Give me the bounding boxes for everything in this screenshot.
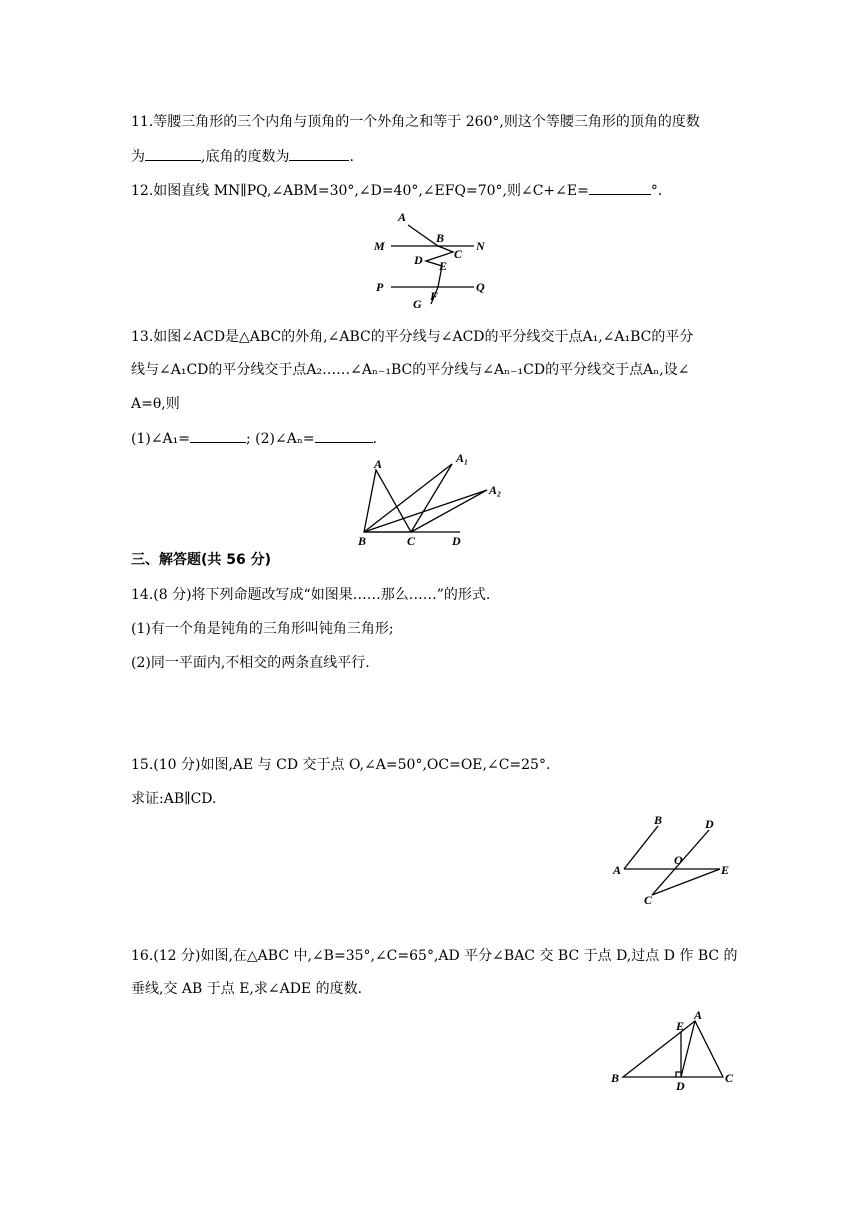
q15-label-B: B	[654, 813, 663, 827]
q12-label-B: B	[436, 231, 445, 245]
q13-line3: A=θ,则	[131, 396, 180, 412]
q12-end: °.	[650, 183, 663, 199]
q12-label-D: D	[414, 253, 423, 267]
q13-label-A: A	[374, 457, 383, 471]
q13-label-B: B	[358, 534, 367, 548]
q16-figure	[608, 1006, 738, 1094]
q16-label-E: E	[676, 1019, 685, 1033]
q12-label-F: F	[430, 289, 439, 303]
q11-text-b: ,底角的度数为	[201, 149, 290, 165]
q12-blank[interactable]	[589, 180, 651, 195]
q12-label-N: N	[476, 239, 485, 253]
q12-label-E: E	[439, 259, 448, 273]
q14-line3: (2)同一平面内,不相交的两条直线平行.	[131, 655, 370, 671]
q13-line2: 线与∠A₁CD的平分线交于点A₂……∠Aₙ₋₁BC的平分线与∠Aₙ₋₁CD的平分线交于点Aₙ,设∠	[131, 362, 690, 378]
q15-line2: 求证:AB∥CD.	[131, 791, 217, 807]
q13-figure	[352, 452, 512, 547]
q12-label-M: M	[374, 239, 385, 253]
q12-line1	[131, 180, 662, 201]
q16-label-D: D	[676, 1079, 685, 1093]
q13-line1: 13.如图∠ACD是△ABC的外角,∠ABC的平分线与∠ACD的平分线交于点A₁,∠A₁BC的平分	[131, 329, 694, 345]
q12-label-P: P	[376, 280, 384, 294]
q12-text: 12.如图直线 MN∥PQ,∠ABM=30°,∠D=40°,∠EFQ=70°,则∠C+∠E=	[131, 183, 589, 199]
q12-label-C: C	[454, 247, 463, 261]
q15-label-O: O	[674, 853, 683, 867]
q16-line1: 16.(12 分)如图,在△ABC 中,∠B=35°,∠C=65°,AD 平分∠BAC 交 BC 于点 D,过点 D 作 BC 的	[131, 948, 738, 964]
q13-line4	[131, 428, 377, 449]
q13-text-b: ; (2)∠Aₙ=	[246, 431, 315, 447]
q13-text-a: (1)∠A₁=	[131, 431, 191, 447]
q16-line2: 垂线,交 AB 于点 E,求∠ADE 的度数.	[131, 981, 363, 997]
q13-label-A2: A₂	[489, 483, 502, 497]
q13-blank-a1[interactable]	[190, 428, 246, 443]
q12-label-G: G	[413, 297, 422, 311]
q13-blank-an[interactable]	[315, 428, 373, 443]
q13-label-D: D	[452, 534, 461, 548]
q11-line2	[131, 146, 354, 167]
q14-line2: (1)有一个角是钝角的三角形叫钝角三角形;	[131, 621, 394, 637]
q15-figure	[612, 812, 742, 907]
q12-figure	[370, 210, 500, 315]
q11-text-c: .	[349, 149, 354, 165]
q15-label-A: A	[613, 863, 622, 877]
q16-label-C: C	[725, 1071, 734, 1085]
q11-blank-vertex[interactable]	[145, 146, 201, 161]
q12-label-A: A	[398, 210, 407, 224]
q16-label-B: B	[611, 1071, 620, 1085]
q15-label-E: E	[721, 863, 730, 877]
q13-label-A1: A₁	[456, 451, 469, 465]
q11-blank-base[interactable]	[289, 146, 349, 161]
q11-text-a: 为	[131, 149, 145, 165]
q15-label-C: C	[644, 893, 653, 907]
q15-label-D: D	[705, 817, 714, 831]
q11-line1: 11.等腰三角形的三个内角与顶角的一个外角之和等于 260°,则这个等腰三角形的顶角的度数	[131, 114, 700, 130]
q13-text-c: .	[372, 431, 378, 447]
q12-label-Q: Q	[476, 280, 485, 294]
q16-label-A: A	[694, 1008, 703, 1022]
section-heading: 三、解答题(共 56 分)	[131, 552, 272, 568]
q14-line1: 14.(8 分)将下列命题改写成“如图果……那么……”的形式.	[131, 587, 491, 603]
q13-label-C: C	[407, 534, 416, 548]
q15-line1: 15.(10 分)如图,AE 与 CD 交于点 O,∠A=50°,OC=OE,∠C=25°.	[131, 757, 551, 773]
